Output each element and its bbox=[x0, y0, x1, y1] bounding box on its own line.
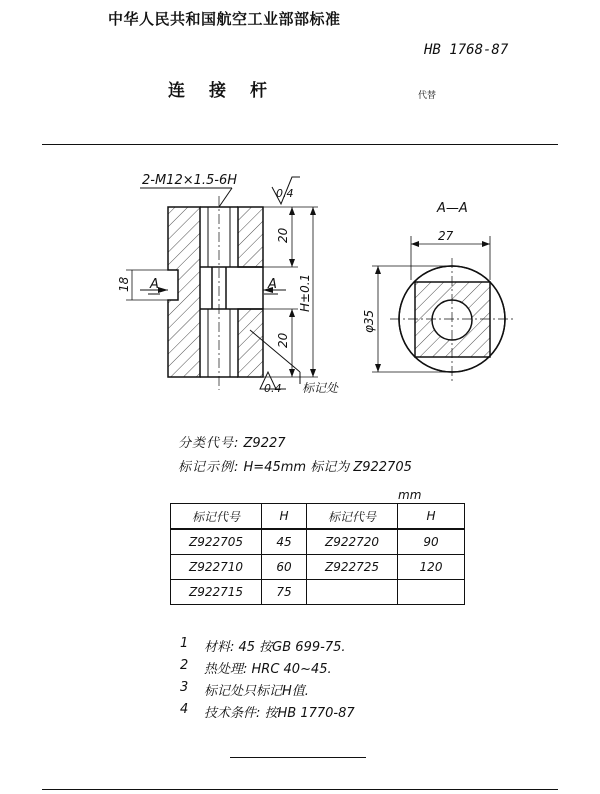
table-cell: Z922710 bbox=[171, 555, 262, 580]
table-header-cell: 标记代号 bbox=[171, 504, 262, 530]
dimension-height: H±0.1 bbox=[298, 273, 312, 312]
table-cell: 45 bbox=[262, 529, 307, 555]
table-unit: mm bbox=[398, 488, 422, 502]
note-text: 材料: 45 按GB 699-75. bbox=[204, 640, 346, 655]
organization-header: 中华人民共和国航空工业部部标准 bbox=[108, 10, 341, 28]
marking-example-value: H=45mm 标记为 Z922705 bbox=[243, 460, 412, 475]
table-cell: Z922720 bbox=[307, 529, 398, 555]
thread-callout: 2-M12×1.5-6H bbox=[142, 173, 238, 188]
note-item bbox=[180, 658, 355, 680]
table-cell bbox=[307, 580, 398, 605]
classification-line bbox=[178, 432, 286, 451]
table-cell: Z922715 bbox=[171, 580, 262, 605]
marking-example-line bbox=[178, 456, 412, 475]
note-item bbox=[180, 680, 355, 702]
note-number: 2 bbox=[180, 658, 189, 673]
dimension-upper: 20 bbox=[276, 227, 290, 243]
note-item bbox=[180, 702, 355, 724]
marking-table bbox=[170, 503, 465, 605]
marking-location-label: 标记处 bbox=[302, 381, 339, 395]
section-mark-left: A bbox=[150, 277, 159, 292]
technical-notes bbox=[180, 636, 355, 724]
table-header-cell: H bbox=[262, 504, 307, 530]
classification-value: Z9227 bbox=[243, 436, 286, 451]
note-number: 1 bbox=[180, 636, 189, 651]
classification-label: 分类代号: bbox=[178, 436, 240, 451]
dimension-width: 27 bbox=[438, 229, 454, 243]
table-cell: 120 bbox=[398, 555, 465, 580]
note-text: 标记处只标记H值. bbox=[204, 684, 309, 699]
document-title: 连接杆 bbox=[168, 81, 291, 101]
table-cell: 75 bbox=[262, 580, 307, 605]
table-header-row bbox=[171, 504, 465, 530]
table-cell: Z922705 bbox=[171, 529, 262, 555]
table-cell: 60 bbox=[262, 555, 307, 580]
roughness-bottom-value: 0.4 bbox=[264, 382, 282, 395]
table-cell: 90 bbox=[398, 529, 465, 555]
marking-example-label: 标记示例: bbox=[178, 460, 240, 475]
replaces-note: 代替 bbox=[418, 91, 437, 101]
note-number: 3 bbox=[180, 680, 189, 695]
table-row bbox=[171, 555, 465, 580]
dimension-diameter: φ35 bbox=[362, 309, 376, 333]
note-number: 4 bbox=[180, 702, 189, 717]
roughness-top-value: 0.4 bbox=[276, 187, 294, 200]
dimension-lower: 20 bbox=[276, 332, 290, 348]
dimension-side: 18 bbox=[117, 276, 131, 292]
table-row bbox=[171, 529, 465, 555]
table-cell: Z922725 bbox=[307, 555, 398, 580]
end-rule bbox=[230, 757, 366, 758]
bottom-divider bbox=[42, 789, 558, 790]
note-item bbox=[180, 636, 355, 658]
table-row bbox=[171, 580, 465, 605]
note-text: 技术条件: 按HB 1770-87 bbox=[204, 706, 355, 721]
section-mark-right: A bbox=[268, 277, 277, 292]
table-cell bbox=[398, 580, 465, 605]
section-title: A—A bbox=[437, 201, 468, 216]
section-aa-view bbox=[372, 236, 514, 382]
table-header-cell: H bbox=[398, 504, 465, 530]
table-header-cell: 标记代号 bbox=[307, 504, 398, 530]
standard-number: HB 1768-87 bbox=[424, 42, 509, 58]
note-text: 热处理: HRC 40~45. bbox=[204, 662, 332, 677]
